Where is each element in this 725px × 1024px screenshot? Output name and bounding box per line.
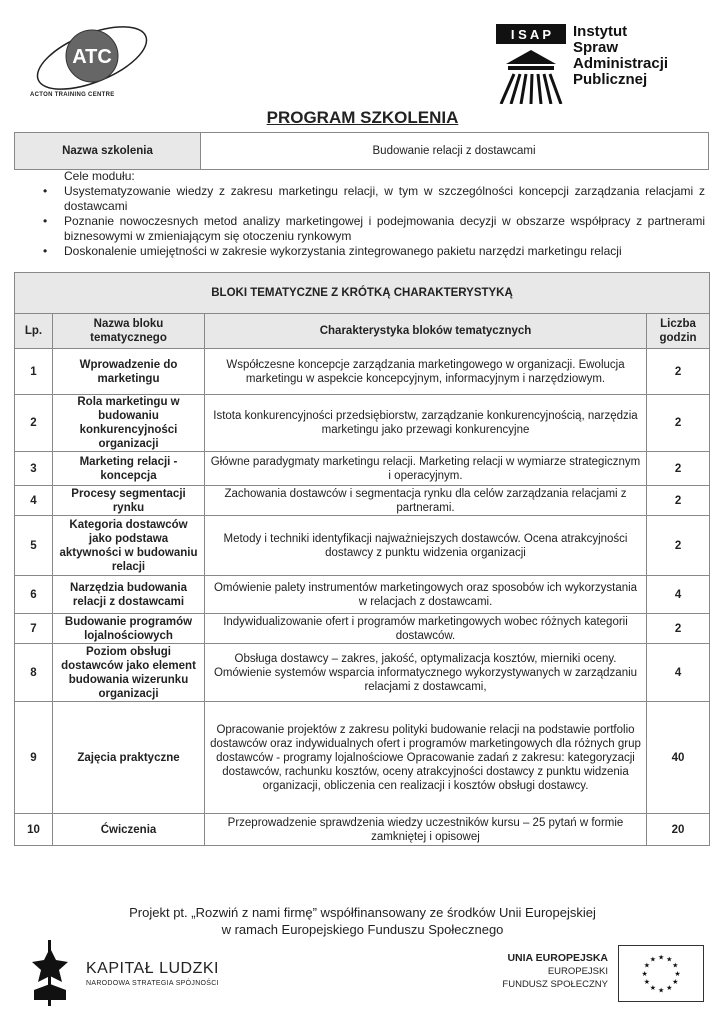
row-hours: 2 <box>647 452 710 486</box>
atc-logo <box>30 18 160 103</box>
kapital-ludzki-name: KAPITAŁ LUDZKI <box>86 960 219 977</box>
row-desc: Obsługa dostawcy – zakres, jakość, optymalizacja kosztów, mierniki oceny. Omówienie systemów wsparcia informatycznego wykorzystywanych w zarządzaniu relacjami z dostawcami, <box>205 644 647 702</box>
row-desc: Główne paradygmaty marketingu relacji. Marketing relacji w wymiarze strategicznym i operacyjnym. <box>205 452 647 486</box>
eu-star-icon: ★ <box>666 956 673 964</box>
table-row <box>15 614 710 644</box>
row-desc: Przeprowadzenie sprawdzenia wiedzy uczestników kursu – 25 pytań w formie zamkniętej i opisowej <box>205 814 647 846</box>
kapital-ludzki-logo <box>30 940 70 1006</box>
kapital-ludzki-subtitle: NARODOWA STRATEGIA SPÓJNOŚCI <box>86 980 219 987</box>
row-desc: Metody i techniki identyfikacji najważniejszych dostawców. Ocena atrakcyjności dostawcy z punktu widzenia organizacji <box>205 516 647 576</box>
row-name: Kategoria dostawców jako podstawa aktywności w budowaniu relacji <box>53 516 205 576</box>
eu-flag-icon <box>618 945 704 1002</box>
eu-star-icon: ★ <box>641 970 648 978</box>
project-line: Projekt pt. „Rozwiń z nami firmę” współfinansowany ze środków Unii Europejskiej <box>129 905 596 920</box>
training-name-label: Nazwa szkolenia <box>15 133 201 169</box>
eu-star-icon: ★ <box>657 987 665 995</box>
row-desc: Zachowania dostawców i segmentacja rynku dla celów zarządzania relacjami z partnerami. <box>205 486 647 516</box>
eu-star-icon: ★ <box>649 956 656 964</box>
isap-name-line: Instytut <box>573 23 628 40</box>
row-name: Marketing relacji - koncepcja <box>53 452 205 486</box>
row-hours: 2 <box>647 516 710 576</box>
header-name: Nazwa bloku tematycznego <box>53 314 205 349</box>
isap-letters: I S A P <box>510 27 552 42</box>
row-hours: 20 <box>647 814 710 846</box>
isap-name-line: Administracji <box>573 55 669 72</box>
row-hours: 2 <box>647 349 710 395</box>
table-row <box>15 702 710 814</box>
eu-fund-text <box>480 952 608 991</box>
row-hours: 2 <box>647 486 710 516</box>
eu-star-icon: ★ <box>657 954 665 962</box>
training-name-table <box>14 132 709 170</box>
eu-star-icon: ★ <box>643 962 650 970</box>
row-lp: 3 <box>15 452 53 486</box>
row-lp: 6 <box>15 576 53 614</box>
row-lp: 10 <box>15 814 53 846</box>
header-hours: Liczba godzin <box>647 314 710 349</box>
goals-list <box>40 184 705 259</box>
row-lp: 1 <box>15 349 53 395</box>
isap-name <box>573 24 668 88</box>
thematic-blocks-table <box>14 272 710 846</box>
isap-logo <box>496 24 566 104</box>
row-desc: Współczesne koncepcje zarządzania marketingowego w organizacji. Ewolucja marketingu w aspekcie koncepcyjnym, informacyjnym i narzędziowym. <box>205 349 647 395</box>
isap-name-line: Publicznej <box>573 71 648 88</box>
eu-star-icon: ★ <box>643 979 650 987</box>
eu-star-icon: ★ <box>672 962 679 970</box>
eu-line: EUROPEJSKI <box>547 966 608 977</box>
row-name: Poziom obsługi dostawców jako element budowania wizerunku organizacji <box>53 644 205 702</box>
row-hours: 4 <box>647 576 710 614</box>
row-desc: Indywidualizowanie ofert i programów marketingowych wobec różnych kategorii dostawców. <box>205 614 647 644</box>
section-title: BLOKI TEMATYCZNE Z KRÓTKĄ CHARAKTERYSTYKĄ <box>15 273 710 314</box>
goal-item: • Usystematyzowanie wiedzy z zakresu marketingu relacji, w tym w szczególności koncepcji zarządzania relacjami z dostawcami <box>40 184 705 214</box>
row-lp: 4 <box>15 486 53 516</box>
row-lp: 2 <box>15 395 53 452</box>
row-lp: 9 <box>15 702 53 814</box>
page-title: PROGRAM SZKOLENIA <box>266 108 459 127</box>
row-desc: Omówienie palety instrumentów marketingowych oraz sposobów ich wykorzystania w relacjach z dostawcami. <box>205 576 647 614</box>
row-name: Rola marketingu w budowaniu konkurencyjności organizacji <box>53 395 205 452</box>
row-lp: 7 <box>15 614 53 644</box>
header-lp: Lp. <box>15 314 53 349</box>
row-name: Wprowadzenie do marketingu <box>53 349 205 395</box>
row-desc: Istota konkurencyjności przedsiębiorstw, zarządzanie konkurencyjnością, narzędzia marketingu jako przewagi konkurencyjne <box>205 395 647 452</box>
header-desc: Charakterystyka bloków tematycznych <box>205 314 647 349</box>
isap-name-line: Spraw <box>573 39 619 56</box>
goal-item: • Poznanie nowoczesnych metod analizy marketingowej i podejmowania decyzji w obszarze współpracy z partnerami biznesowymi w zmieniającym się otoczeniu rynkowym <box>40 214 705 244</box>
goal-item: • Doskonalenie umiejętności w zakresie wykorzystania zintegrowanego pakietu narzędzi marketingu relacji <box>40 244 705 259</box>
table-row <box>15 395 710 452</box>
table-row <box>15 349 710 395</box>
row-lp: 8 <box>15 644 53 702</box>
module-goals <box>40 169 705 259</box>
row-name: Zajęcia praktyczne <box>53 702 205 814</box>
table-row <box>15 486 710 516</box>
row-hours: 40 <box>647 702 710 814</box>
table-row <box>15 576 710 614</box>
row-lp: 5 <box>15 516 53 576</box>
row-name: Narzędzia budowania relacji z dostawcami <box>53 576 205 614</box>
table-row <box>15 516 710 576</box>
project-line: w ramach Europejskiego Funduszu Społecznego <box>221 922 504 937</box>
table-row <box>15 814 710 846</box>
row-hours: 2 <box>647 395 710 452</box>
training-name-value: Budowanie relacji z dostawcami <box>372 145 536 157</box>
row-desc: Opracowanie projektów z zakresu polityki budowanie relacji na podstawie portfolio dostawców oraz indywidualnych ofert i programów marketingowych dla różnych grup dostawców - programy lojalnościowe Opracowanie zadań z zakresu: kategoryzacji dostawców, rachunku kosztów, oceny atrakcyjności dostawcy z punktu widzenia organizacji, obliczenia cen realizacji i kosztów obsługi dostawcy. <box>205 702 647 814</box>
row-name: Ćwiczenia <box>53 814 205 846</box>
goals-heading: Cele modułu: <box>64 169 135 183</box>
eu-star-icon: ★ <box>649 985 656 993</box>
table-row <box>15 644 710 702</box>
table-row <box>15 452 710 486</box>
eu-line: FUNDUSZ SPOŁECZNY <box>502 979 608 990</box>
row-name: Procesy segmentacji rynku <box>53 486 205 516</box>
eu-star-icon: ★ <box>672 979 679 987</box>
row-hours: 2 <box>647 614 710 644</box>
eu-star-icon: ★ <box>666 985 673 993</box>
atc-caption: ACTON TRAINING CENTRE <box>30 92 115 98</box>
eu-star-icon: ★ <box>674 970 681 978</box>
project-note <box>0 904 725 938</box>
row-name: Budowanie programów lojalnościowych <box>53 614 205 644</box>
atc-logo-text: ATC <box>72 46 112 68</box>
row-hours: 4 <box>647 644 710 702</box>
eu-line: UNIA EUROPEJSKA <box>507 952 608 964</box>
